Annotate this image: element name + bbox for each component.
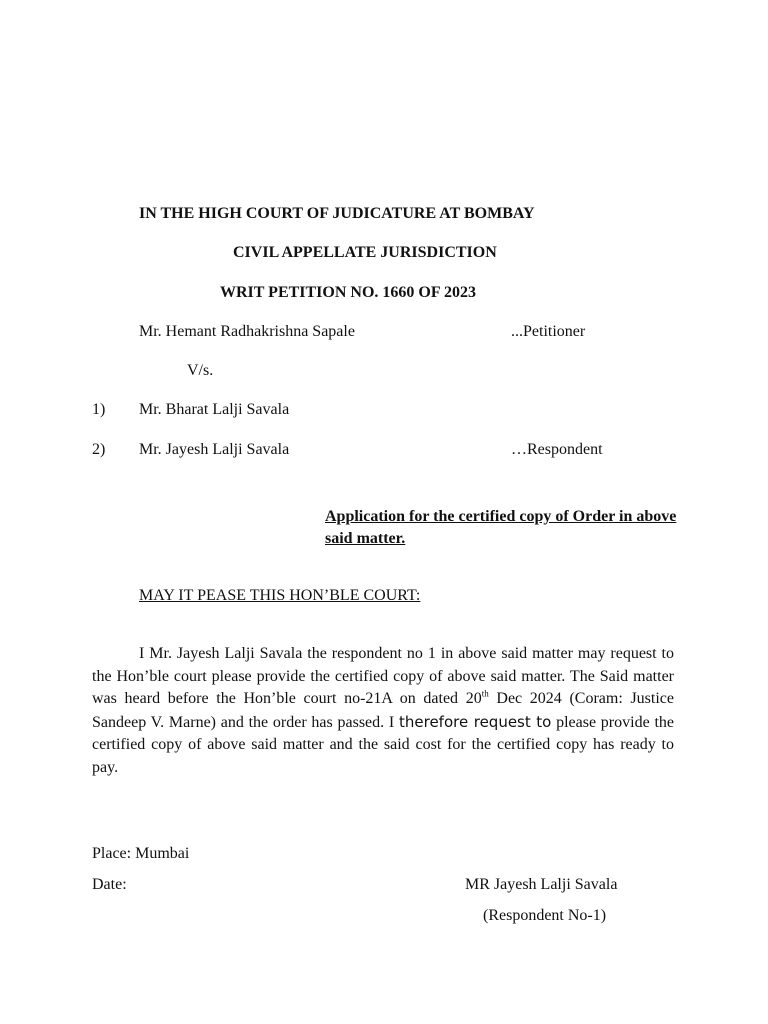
date-line: Date: bbox=[92, 876, 127, 893]
jurisdiction-heading: CIVIL APPELLATE JURISDICTION bbox=[233, 244, 497, 261]
body-text-part3: therefore request to bbox=[399, 712, 552, 731]
place-line: Place: Mumbai bbox=[92, 845, 190, 862]
respondent-name: Mr. Jayesh Lalji Savala bbox=[139, 441, 290, 458]
petitioner-name: Mr. Hemant Radhakrishna Sapale bbox=[139, 323, 355, 340]
date-ordinal-suffix: th bbox=[481, 688, 489, 699]
court-address-line: MAY IT PEASE THIS HON’BLE COURT: bbox=[139, 587, 421, 604]
versus-label: V/s. bbox=[187, 362, 214, 379]
respondent-number: 1) bbox=[92, 401, 106, 418]
respondent-number: 2) bbox=[92, 441, 106, 458]
petition-number-heading: WRIT PETITION NO. 1660 OF 2023 bbox=[220, 284, 477, 301]
body-text-part2: Dec 2024 (Coram: Justice Sandeep V. Marne) and the order has passed. I bbox=[92, 690, 674, 731]
court-heading: IN THE HIGH COURT OF JUDICATURE AT BOMBAY bbox=[139, 205, 535, 222]
petitioner-role: ...Petitioner bbox=[511, 323, 586, 340]
application-subject: Application for the certified copy of Order in above said matter. bbox=[325, 508, 677, 547]
respondent-role: …Respondent bbox=[511, 441, 603, 458]
application-body bbox=[92, 643, 674, 779]
body-text-part4: please provide the certified copy of above said matter and the said cost for the certified copy has ready to pay. bbox=[92, 713, 674, 776]
signatory-role: (Respondent No-1) bbox=[483, 907, 607, 924]
signatory-name: MR Jayesh Lalji Savala bbox=[465, 876, 618, 893]
body-text-part1: I Mr. Jayesh Lalji Savala the respondent no 1 in above said matter may request to the Hon’ble court please provide the certified copy of above said matter. The Said matter was heard before the Hon’ble court no-21A on dated 20 bbox=[92, 645, 674, 707]
respondent-name: Mr. Bharat Lalji Savala bbox=[139, 401, 290, 418]
